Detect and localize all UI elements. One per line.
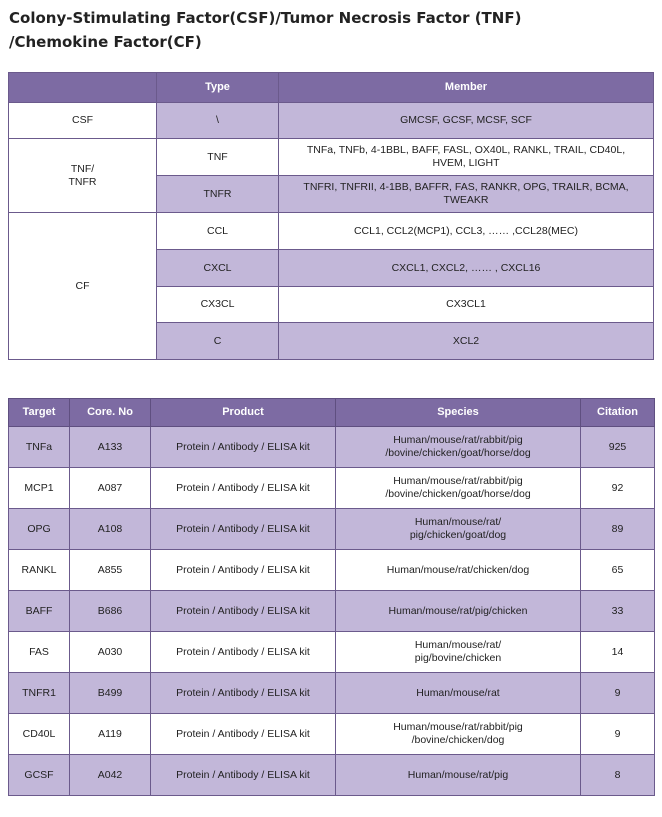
header-target: Target [9,399,70,427]
category-row-tnf [9,139,654,176]
member-cell [279,139,654,176]
member-cell [279,176,654,213]
member-line-1: TNFa, TNFb, 4-1BBL, BAFF, FASL, OX40L, RANKL, TRAIL, CD40L, [306,144,626,156]
header-citation: Citation [581,399,655,427]
citation-cell: 925 [581,427,655,468]
core-cell: A108 [70,509,151,550]
core-cell: A030 [70,632,151,673]
table-row [9,468,655,509]
citation-cell: 9 [581,714,655,755]
product-cell: Protein / Antibody / ELISA kit [151,714,336,755]
species-line-2: pig/bovine/chicken [414,652,502,664]
header-member: Member [279,73,654,103]
species-line-1: Human/mouse/rat/pig [407,768,509,781]
product-cell: Protein / Antibody / ELISA kit [151,509,336,550]
species-cell [336,632,581,673]
species-cell [336,509,581,550]
target-cell: RANKL [9,550,70,591]
category-table [8,72,654,360]
table-row [9,550,655,591]
table-row [9,427,655,468]
table-row [9,714,655,755]
species-cell [336,673,581,714]
species-line-1: Human/mouse/rat/ [414,516,502,528]
citation-cell: 92 [581,468,655,509]
group-tnf [9,139,157,213]
species-cell [336,550,581,591]
group-tnf-line-1: TNF/ [70,162,95,175]
product-cell: Protein / Antibody / ELISA kit [151,673,336,714]
core-cell: A119 [70,714,151,755]
core-cell: A042 [70,755,151,796]
type-cell: TNFR [157,176,279,213]
member-cell: CXCL1, CXCL2, …… , CXCL16 [279,250,654,287]
species-line-1: Human/mouse/rat [416,686,500,699]
type-cell: CX3CL [157,287,279,323]
species-line-1: Human/mouse/rat/rabbit/pig [393,721,523,733]
product-table [8,398,655,796]
target-cell: OPG [9,509,70,550]
citation-cell: 14 [581,632,655,673]
product-cell: Protein / Antibody / ELISA kit [151,468,336,509]
header-species: Species [336,399,581,427]
species-line-1: Human/mouse/rat/rabbit/pig [393,475,523,487]
table-row [9,632,655,673]
core-cell: A855 [70,550,151,591]
page-title [9,6,649,54]
product-table-header [9,399,655,427]
member-line-1: TNFRI, TNFRII, 4-1BB, BAFFR, FAS, RANKR, OPG, TRAILR, BCMA, [303,181,629,193]
table-row [9,509,655,550]
core-cell: A087 [70,468,151,509]
citation-cell: 33 [581,591,655,632]
target-cell: TNFR1 [9,673,70,714]
species-line-2: /bovine/chicken/goat/horse/dog [385,488,531,500]
header-type: Type [157,73,279,103]
type-cell: CXCL [157,250,279,287]
species-cell [336,714,581,755]
header-blank [9,73,157,103]
species-line-2: /bovine/chicken/goat/horse/dog [385,447,531,459]
group-tnf-line-2: TNFR [68,175,97,188]
header-product: Product [151,399,336,427]
core-cell: A133 [70,427,151,468]
species-line-1: Human/mouse/rat/rabbit/pig [393,434,523,446]
page-title-line-1: Colony-Stimulating Factor(CSF)/Tumor Necrosis Factor (TNF) [9,9,522,27]
member-cell: XCL2 [279,323,654,360]
citation-cell: 89 [581,509,655,550]
table-row [9,591,655,632]
member-cell: CCL1, CCL2(MCP1), CCL3, …… ,CCL28(MEC) [279,213,654,250]
citation-cell: 8 [581,755,655,796]
species-line-2: /bovine/chicken/dog [411,734,505,746]
species-cell [336,755,581,796]
page-title-line-2: /Chemokine Factor(CF) [9,33,202,51]
core-cell: B686 [70,591,151,632]
target-cell: CD40L [9,714,70,755]
type-cell: TNF [157,139,279,176]
product-cell: Protein / Antibody / ELISA kit [151,550,336,591]
citation-cell: 9 [581,673,655,714]
target-cell: BAFF [9,591,70,632]
category-row-csf [9,103,654,139]
species-line-1: Human/mouse/rat/pig/chicken [388,604,528,617]
type-cell: C [157,323,279,360]
member-line-2: HVEM, LIGHT [432,157,500,169]
header-core-no: Core. No [70,399,151,427]
category-row-ccl [9,213,654,250]
target-cell: TNFa [9,427,70,468]
citation-cell: 65 [581,550,655,591]
type-cell: \ [157,103,279,139]
type-cell: CCL [157,213,279,250]
product-cell: Protein / Antibody / ELISA kit [151,632,336,673]
species-cell [336,427,581,468]
table-row [9,755,655,796]
group-csf: CSF [9,103,157,139]
category-table-header [9,73,654,103]
table-row [9,673,655,714]
target-cell: MCP1 [9,468,70,509]
species-line-1: Human/mouse/rat/chicken/dog [386,563,530,576]
product-cell: Protein / Antibody / ELISA kit [151,427,336,468]
target-cell: GCSF [9,755,70,796]
member-cell: GMCSF, GCSF, MCSF, SCF [279,103,654,139]
core-cell: B499 [70,673,151,714]
species-cell [336,468,581,509]
species-line-2: pig/chicken/goat/dog [409,529,507,541]
species-cell [336,591,581,632]
product-cell: Protein / Antibody / ELISA kit [151,755,336,796]
group-cf: CF [9,213,157,360]
species-line-1: Human/mouse/rat/ [414,639,502,651]
member-cell: CX3CL1 [279,287,654,323]
target-cell: FAS [9,632,70,673]
product-cell: Protein / Antibody / ELISA kit [151,591,336,632]
member-line-2: TWEAKR [443,194,489,206]
